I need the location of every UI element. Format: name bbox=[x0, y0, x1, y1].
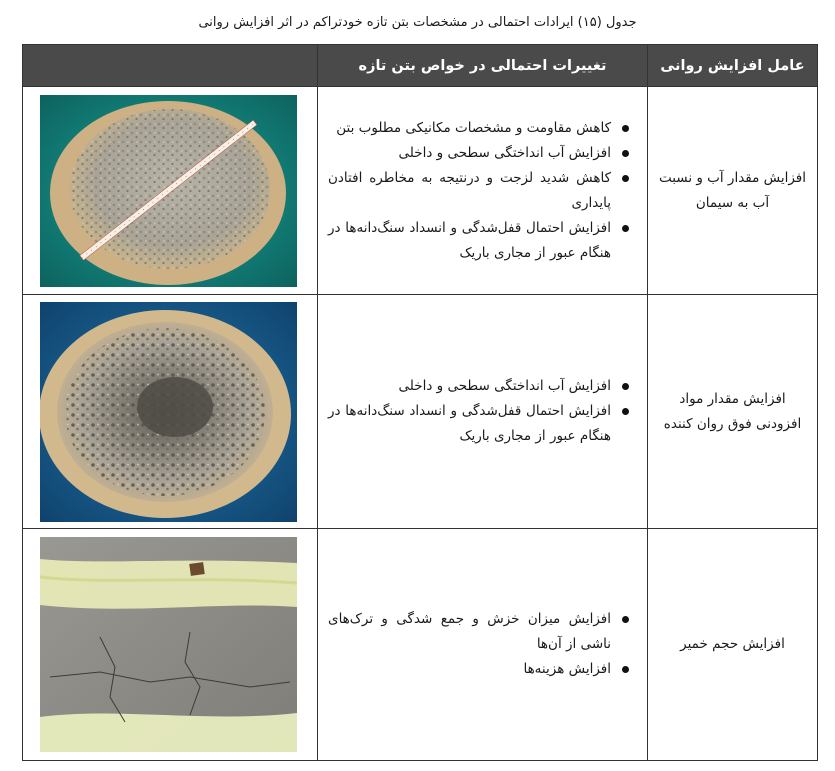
header-effects: تغییرات احتمالی در خواص بتن تازه bbox=[318, 45, 648, 87]
effects-list bbox=[328, 116, 635, 266]
header-row bbox=[23, 45, 818, 87]
row-photo-cell bbox=[23, 529, 318, 761]
header-photo bbox=[23, 45, 318, 87]
row-factor: افزایش مقدار مواد افزودنی فوق روان کننده bbox=[648, 295, 818, 529]
list-item: کاهش مقاومت و مشخصات مکانیکی مطلوب بتن bbox=[328, 116, 635, 141]
table-row bbox=[23, 295, 818, 529]
list-item: کاهش شدید لزجت و درنتیجه به مخاطره افتادن پایداری bbox=[328, 166, 635, 216]
row-effects bbox=[318, 295, 648, 529]
row-photo-cell bbox=[23, 295, 318, 529]
list-item: افزایش میزان خزش و جمع شدگی و ترک‌های ناشی از آن‌ها bbox=[328, 607, 635, 657]
slc-fluidity-issues-table bbox=[22, 44, 818, 761]
row-factor: افزایش مقدار آب و نسبت آب به سیمان bbox=[648, 87, 818, 295]
table-row bbox=[23, 529, 818, 761]
table-caption: جدول (۱۵) ایرادات احتمالی در مشخصات بتن تازه خودتراکم در اثر افزایش روانی bbox=[198, 15, 637, 30]
cracked-concrete-slab-photo bbox=[40, 537, 297, 752]
list-item: افزایش هزینه‌ها bbox=[328, 657, 635, 682]
list-item: افزایش آب انداختگی سطحی و داخلی bbox=[328, 374, 635, 399]
header-factor: عامل افزایش روانی bbox=[648, 45, 818, 87]
effects-list bbox=[328, 374, 635, 449]
concrete-slump-flow-with-ruler-photo bbox=[40, 95, 297, 287]
concrete-spread-with-aggregate-pile-photo bbox=[40, 302, 297, 522]
list-item: افزایش آب انداختگی سطحی و داخلی bbox=[328, 141, 635, 166]
list-item: افزایش احتمال قفل‌شدگی و انسداد سنگ‌دانه‌ها در هنگام عبور از مجاری باریک bbox=[328, 399, 635, 449]
row-effects bbox=[318, 529, 648, 761]
table-row bbox=[23, 87, 818, 295]
list-item: افزایش احتمال قفل‌شدگی و انسداد سنگ‌دانه‌ها در هنگام عبور از مجاری باریک bbox=[328, 216, 635, 266]
effects-list bbox=[328, 607, 635, 682]
row-photo-cell bbox=[23, 87, 318, 295]
row-effects bbox=[318, 87, 648, 295]
row-factor: افزایش حجم خمیر bbox=[648, 529, 818, 761]
